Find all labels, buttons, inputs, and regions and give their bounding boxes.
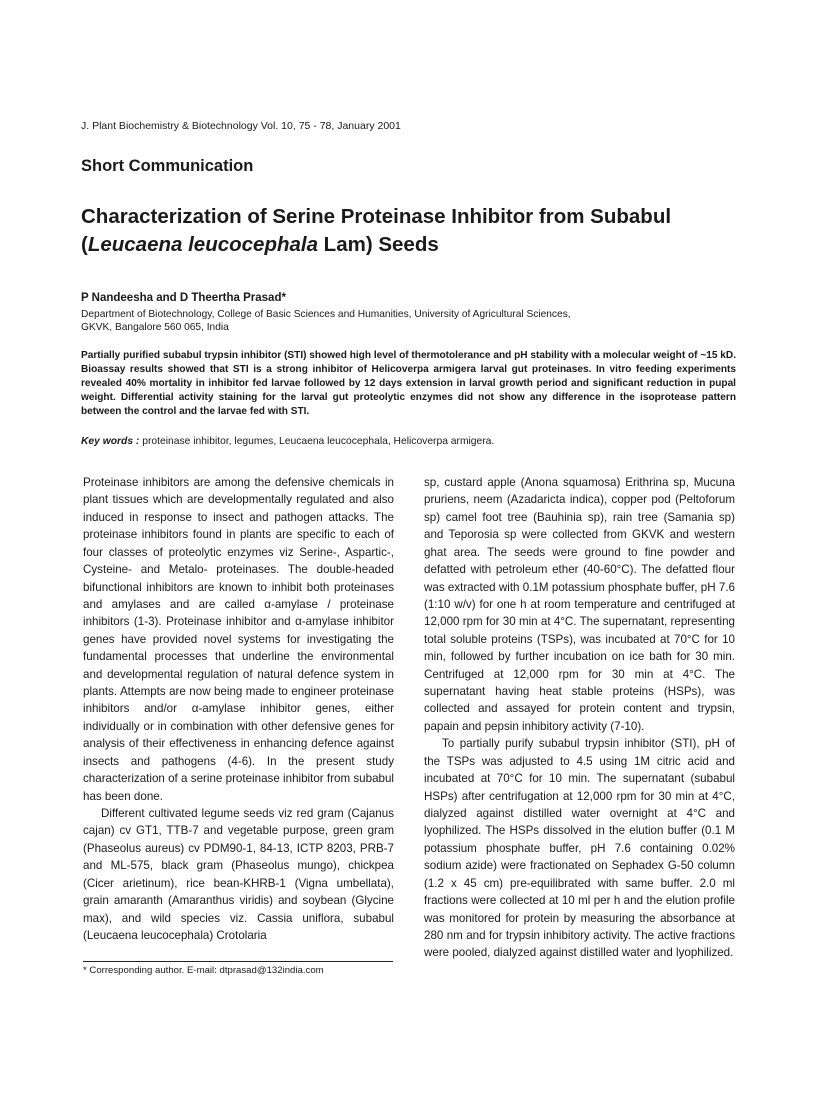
body-paragraph: sp, custard apple (Anona squamosa) Erithrina sp, Mucuna pruriens, neem (Azadaricta indica), copper pod (Peltoforum sp) camel foot tree (Bauhinia sp), rain tree (Samania sp) and Teporosia sp were collected from GKVK and western ghat area. The seeds were ground to fine powder and defatted with petroleum ether (40-60°C). The defatted flour was extracted with 0.1M potassium phosphate buffer, pH 7.6 (1:10 w/v) for one h at room temperature and centrifuged at 12,000 rpm for 30 min at 4°C. The supernatant, representing total soluble proteins (TSPs), was incubated at 70°C for 10 min, followed by further incubation on ice bath for 30 min. Centrifuged at 12,000 rpm for 30 min at 4°C. The supernatant having heat stable proteins (HSPs), was collected and assayed for protein content and trypsin, papain and pepsin inhibitory activity (7-10). <box>424 476 735 733</box>
body-paragraph: Proteinase inhibitors are among the defensive chemicals in plant tissues which are developmentally regulated and also induced in response to insect and pathogen attacks. The proteinase inhibitors found in plants are specific to each of four classes of proteolytic enzymes viz Serine-, Aspartic-, Cysteine- and Metalo- proteinases. The double-headed bifunctional inhibitors are known to inhibit both proteinases and amylases and are called α-amylase / proteinase inhibitors (1-3). Proteinase inhibitor and α-amylase inhibitor genes have provided novel systems for investigating the fundamental processes that underline the environmental and developmental regulation of natural defence system in plants. Attempts are now being made to engineer proteinase inhibitors and/or α-amylase inhibitor genes, either individually or in combination with other defensive genes for analysis of their effectiveness in enhancing defence against insects and pathogens (4-6). In the present study characterization of a serine proteinase inhibitor from subabul has been done. <box>83 476 394 803</box>
body-column-left <box>83 474 394 944</box>
body-paragraph: Different cultivated legume seeds viz red gram (Cajanus cajan) cv GT1, TTB-7 and vegetable purpose, green gram (Phaseolus aureus) cv PDM90-1, 84-13, ICTP 8203, PRB-7 and ML-575, black gram (Phaseolus mungo), chickpea (Cicer arietinum), rice bean-KHRB-1 (Vigna umbellata), grain amaranth (Amaranthus viridis) and soybean (Glycine max), and wild species viz. Cassia uniflora, subabul (Leucaena leucocephala) Crotolaria <box>83 807 394 942</box>
title-line-1: Characterization of Serine Proteinase Inhibitor from Subabul <box>81 205 672 228</box>
title-line-2 <box>81 231 741 259</box>
title-rest: Lam) Seeds <box>317 233 439 256</box>
journal-citation: J. Plant Biochemistry & Biotechnology Vol. 10, 75 - 78, January 2001 <box>81 120 401 132</box>
affiliation <box>81 308 741 334</box>
title-species: Leucaena leucocephala <box>87 233 318 256</box>
keywords-label: Key words : <box>81 436 140 447</box>
paper-title <box>81 203 741 259</box>
keywords-text: proteinase inhibitor, legumes, Leucaena leucocephala, Helicoverpa armigera. <box>142 436 495 447</box>
body-paragraph: To partially purify subabul trypsin inhibitor (STI), pH of the TSPs was adjusted to 4.5 using 1M citric acid and incubated at 70°C for 10 min. The supernatant (subabul HSPs) after centrifugation at 12,000 rpm for 30 min at 4°C, dialyzed against distilled water overnight at 4°C and lyophilized. The HSPs dissolved in the elution buffer (0.1 M potassium phosphate buffer, pH 7.6 containing 0.02% sodium azide) were fractionated on Sephadex G-50 column (1.2 x 45 cm) pre-equilibrated with same buffer. 2.0 ml fractions were collected at 10 ml per h and the elution profile was monitored for protein by measuring the absorbance at 280 nm and for trypsin inhibitory activity. The active fractions were pooled, dialyzed against distilled water and lyophilized. <box>424 737 735 960</box>
title-paren: ( <box>81 233 88 256</box>
keywords <box>81 436 741 447</box>
authors: P Nandeesha and D Theertha Prasad* <box>81 292 286 304</box>
affiliation-line-1: Department of Biotechnology, College of Basic Sciences and Humanities, University of Agricultural Sciences, <box>81 309 571 320</box>
affiliation-line-2: GKVK, Bangalore 560 065, India <box>81 322 229 333</box>
abstract: Partially purified subabul trypsin inhibitor (STI) showed high level of thermotolerance and pH stability with a molecular weight of ~15 kD. Bioassay results showed that STI is a strong inhibitor of Helicoverpa armigera larval gut proteinases. In vitro feeding experiments revealed 40% mortality in inhibitor fed larvae followed by 12 days extension in larval growth period and significant reduction in pupal weight. Differential activity staining for the larval gut proteolytic enzymes did not show any difference in the isoprotease pattern between the control and the larvae fed with STI. <box>81 350 736 417</box>
footnote-corresponding-author: * Corresponding author. E-mail: dtprasad@132india.com <box>83 965 324 976</box>
section-label: Short Communication <box>81 157 254 175</box>
body-column-right <box>424 474 735 962</box>
footnote-divider <box>83 961 393 962</box>
